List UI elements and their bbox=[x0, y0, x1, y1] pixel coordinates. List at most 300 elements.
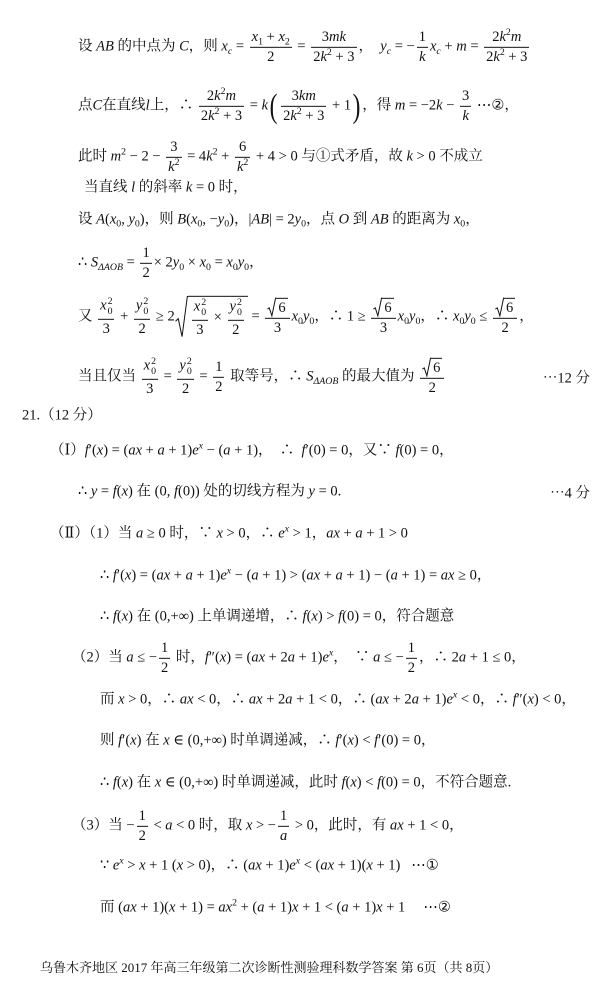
math-text: > 0，此时，有 bbox=[291, 817, 391, 834]
math-text: ∴ bbox=[78, 483, 91, 500]
radical-icon bbox=[175, 296, 188, 338]
math-variable: k bbox=[168, 158, 175, 175]
math-variable: k bbox=[462, 107, 469, 124]
math-variable: a bbox=[373, 649, 381, 666]
math-text: 3 bbox=[170, 138, 178, 155]
solution-line-08 bbox=[78, 357, 446, 397]
math-text: 1 bbox=[279, 807, 288, 824]
math-subscript: 0 bbox=[236, 307, 242, 319]
math-text: ，∴ bbox=[420, 308, 453, 325]
radical-icon bbox=[267, 298, 276, 317]
math-fraction bbox=[137, 808, 148, 844]
math-text: + 1) ⋯① bbox=[372, 857, 439, 874]
math-text: ∈ (0,+∞) 时单调递减，∴ bbox=[169, 732, 336, 749]
math-superscript: 2 bbox=[220, 85, 226, 97]
math-text: ) < bbox=[356, 774, 378, 791]
math-subscript: 0 bbox=[134, 218, 140, 230]
math-variable: AB bbox=[96, 38, 114, 55]
math-superscript: 2 bbox=[326, 46, 332, 58]
radical-stroke bbox=[175, 296, 187, 336]
math-variable: x bbox=[376, 899, 383, 916]
math-text: + 1) bbox=[264, 899, 293, 916]
math-variable: a bbox=[458, 649, 467, 666]
math-text: 时， bbox=[172, 649, 205, 666]
sub-superscript bbox=[143, 297, 148, 318]
math-variable: x bbox=[219, 649, 227, 666]
math-variable: x bbox=[190, 211, 198, 228]
math-text: ) 在 bbox=[128, 774, 155, 791]
math-text: = bbox=[159, 368, 176, 385]
math-subscript: 2 bbox=[284, 36, 290, 48]
square-root bbox=[267, 298, 287, 317]
math-variable: a bbox=[355, 525, 363, 542]
radical-sign bbox=[422, 358, 431, 377]
math-text: ) = ( bbox=[226, 649, 252, 666]
math-text: 3 bbox=[291, 87, 299, 104]
math-text: 2 bbox=[501, 319, 509, 336]
sub-superscript bbox=[108, 297, 113, 318]
math-text: < bbox=[149, 817, 166, 834]
radical-sign bbox=[373, 298, 382, 317]
math-variable: k bbox=[185, 179, 193, 196]
math-fraction bbox=[134, 297, 150, 337]
math-variable: f bbox=[395, 442, 400, 459]
math-fraction bbox=[420, 358, 444, 396]
solution-line-18 bbox=[100, 774, 511, 791]
math-variable: k bbox=[320, 48, 327, 65]
math-subscript: 0 bbox=[107, 306, 113, 318]
math-text: + 1)， ∴ bbox=[230, 442, 302, 459]
math-superscript: 2 bbox=[232, 897, 237, 909]
math-text: 2 bbox=[492, 28, 500, 45]
math-text: 2 bbox=[142, 264, 150, 281]
math-text: ≤ − bbox=[133, 649, 158, 666]
math-text: ( bbox=[116, 483, 122, 500]
solution-line-05 bbox=[78, 211, 480, 228]
math-text: = 0 时， bbox=[192, 179, 248, 196]
math-text: 到 bbox=[349, 211, 371, 228]
math-subscript: 0 bbox=[143, 306, 149, 318]
math-subscript: 0 bbox=[244, 261, 250, 273]
math-fraction bbox=[166, 139, 181, 175]
solution-line-04 bbox=[84, 179, 248, 196]
math-text: + 1 bbox=[328, 97, 352, 114]
math-variable: C bbox=[92, 97, 103, 114]
fraction-numerator bbox=[417, 29, 428, 48]
solution-line-01 bbox=[78, 26, 531, 65]
math-variable: k bbox=[236, 158, 244, 175]
math-text: ) = ( bbox=[131, 567, 157, 584]
math-text: < 0，∴ bbox=[457, 691, 513, 708]
math-text: ( bbox=[116, 608, 122, 625]
solution-line-16 bbox=[100, 691, 576, 708]
math-variable: f bbox=[341, 774, 346, 791]
math-variable: x bbox=[527, 691, 534, 708]
math-variable: y bbox=[308, 483, 315, 500]
math-text: ≥ 2 bbox=[152, 308, 175, 325]
math-variable: y bbox=[90, 483, 98, 500]
math-variable: a bbox=[285, 691, 293, 708]
math-variable: f bbox=[118, 732, 123, 749]
math-subscript: 0 bbox=[460, 218, 466, 230]
math-text: 1 bbox=[215, 358, 223, 375]
fraction-denominator bbox=[142, 380, 158, 398]
math-text: ′( bbox=[122, 732, 131, 749]
math-text: ) < 0， bbox=[533, 691, 576, 708]
math-variable: a bbox=[157, 442, 165, 459]
math-text: + 1)( bbox=[136, 899, 169, 916]
fraction-numerator bbox=[281, 88, 326, 107]
math-text: < ( bbox=[300, 857, 321, 874]
math-variable: y bbox=[237, 254, 245, 271]
math-variable: e bbox=[220, 567, 227, 584]
math-text: + 1) = bbox=[175, 899, 219, 916]
math-text: 3 bbox=[379, 319, 388, 336]
math-variable: AB bbox=[251, 211, 270, 228]
math-variable: x bbox=[221, 38, 228, 55]
math-text: − 2 − bbox=[126, 148, 165, 165]
math-variable: e bbox=[322, 649, 329, 666]
math-variable: x bbox=[193, 298, 201, 315]
math-subscript: 1 bbox=[258, 36, 263, 48]
math-text: + 1) bbox=[261, 857, 290, 874]
math-variable: l bbox=[131, 179, 136, 196]
math-text: 而 bbox=[100, 691, 119, 708]
math-variable: x bbox=[109, 211, 117, 228]
math-text: 6 bbox=[433, 359, 441, 376]
fraction-denominator bbox=[228, 321, 244, 339]
math-variable: k bbox=[499, 28, 506, 45]
math-fraction bbox=[142, 357, 158, 397]
math-fraction bbox=[311, 29, 356, 65]
math-text: + 4 > 0 与①式矛盾，故 bbox=[252, 148, 407, 165]
math-variable: m bbox=[110, 148, 122, 165]
math-fraction bbox=[278, 808, 289, 844]
big-parenthesis: ) bbox=[352, 87, 361, 125]
math-text: ′(0) = 0，又∵ bbox=[305, 442, 396, 459]
math-variable: e bbox=[192, 442, 199, 459]
solution-line-11 bbox=[78, 483, 341, 500]
math-subscript: 0 bbox=[301, 218, 307, 230]
math-subscript: 0 bbox=[206, 261, 211, 273]
math-text: ≥ 0 时，∵ bbox=[143, 525, 217, 542]
math-text: 在直线 bbox=[102, 97, 146, 114]
math-superscript: x bbox=[198, 440, 204, 452]
math-variable: k bbox=[436, 97, 443, 114]
math-text: + 1) bbox=[418, 691, 447, 708]
math-variable: ax bbox=[375, 691, 389, 708]
math-text: + 1 ( bbox=[145, 857, 177, 874]
math-variable: A bbox=[96, 211, 105, 228]
solution-line-07 bbox=[78, 296, 534, 338]
math-text: ∈ (0,+∞) 时单调递减，此时 bbox=[161, 774, 342, 791]
math-variable: a bbox=[341, 899, 349, 916]
math-variable: O bbox=[338, 211, 350, 228]
radicand bbox=[504, 298, 515, 317]
math-variable: x bbox=[226, 254, 233, 271]
math-text: （2）当 bbox=[72, 649, 127, 666]
math-superscript: 2 bbox=[151, 355, 156, 367]
math-superscript: 2 bbox=[214, 105, 220, 117]
solution-line-03 bbox=[78, 139, 483, 175]
math-text: ( bbox=[345, 774, 351, 791]
math-variable: f bbox=[112, 483, 117, 500]
math-variable: x bbox=[245, 817, 253, 834]
math-variable: ax bbox=[156, 567, 171, 584]
math-fraction bbox=[228, 298, 244, 338]
score-marker-4: ⋯4 分 bbox=[550, 485, 590, 502]
math-variable: a bbox=[126, 649, 134, 666]
math-variable: x bbox=[453, 211, 461, 228]
math-variable: f bbox=[301, 442, 306, 459]
math-variable: x bbox=[121, 774, 129, 791]
math-variable: x bbox=[130, 732, 137, 749]
fraction-numerator bbox=[177, 357, 193, 380]
fraction-numerator bbox=[213, 359, 224, 378]
math-text: + ( bbox=[236, 899, 258, 916]
fraction-denominator bbox=[235, 158, 250, 176]
fraction-denominator bbox=[213, 378, 224, 396]
math-text: ，得 bbox=[362, 97, 395, 114]
fraction-denominator bbox=[420, 379, 444, 397]
math-text: + 1) > ( bbox=[258, 567, 307, 584]
math-variable: B bbox=[177, 211, 187, 228]
math-fraction bbox=[265, 298, 289, 336]
math-text: = 0. bbox=[314, 483, 342, 500]
math-text: 3 bbox=[196, 321, 204, 338]
math-superscript: x bbox=[328, 647, 334, 659]
math-variable: y bbox=[380, 38, 387, 55]
math-subscript: 0 bbox=[298, 315, 303, 327]
math-text: + bbox=[170, 567, 186, 584]
math-text: + 3 bbox=[219, 107, 243, 124]
math-text: 2 bbox=[407, 659, 416, 676]
math-variable: x bbox=[96, 442, 104, 459]
math-fraction bbox=[417, 29, 428, 65]
math-superscript: 2 bbox=[236, 296, 242, 308]
math-text: + 2 bbox=[265, 649, 288, 666]
math-variable: e bbox=[289, 857, 296, 874]
math-variable: ax bbox=[128, 442, 142, 459]
math-text: 则 bbox=[100, 732, 119, 749]
math-text: = bbox=[232, 38, 248, 55]
math-text: = bbox=[247, 308, 264, 325]
solution-line-10 bbox=[50, 442, 454, 459]
math-variable: a bbox=[251, 567, 259, 584]
math-text: ， bbox=[249, 254, 264, 271]
fraction-numerator bbox=[278, 808, 289, 827]
radical-stroke bbox=[374, 298, 383, 316]
math-text: 设 bbox=[78, 38, 97, 55]
math-variable: ax bbox=[306, 567, 321, 584]
math-variable: x bbox=[121, 608, 129, 625]
fraction-numerator bbox=[142, 357, 158, 380]
math-text: + bbox=[320, 567, 336, 584]
math-superscript: 2 bbox=[296, 105, 302, 117]
math-text: + 1) bbox=[294, 649, 323, 666]
fraction-numerator bbox=[371, 298, 395, 319]
math-text: + 1) bbox=[164, 442, 193, 459]
solution-line-20 bbox=[100, 857, 439, 874]
math-text: > 0，∴ bbox=[124, 691, 180, 708]
math-text: ，则 bbox=[188, 38, 222, 55]
math-text: ， bbox=[465, 211, 480, 228]
radicand bbox=[276, 298, 287, 317]
math-subscript: c bbox=[386, 45, 392, 57]
math-text: ) = ( bbox=[103, 442, 129, 459]
math-variable: f bbox=[204, 649, 209, 666]
fraction-denominator bbox=[192, 321, 208, 339]
radical-sign bbox=[267, 298, 276, 317]
math-variable: k bbox=[290, 107, 297, 124]
math-text: + bbox=[263, 28, 279, 45]
math-variable: x bbox=[350, 774, 357, 791]
math-text: (0)) 处的切线方程为 bbox=[178, 483, 309, 500]
math-variable: l bbox=[145, 97, 150, 114]
math-text: + bbox=[339, 525, 356, 542]
math-text: ′( bbox=[339, 732, 348, 749]
square-root bbox=[373, 298, 393, 317]
math-text: （Ⅰ） bbox=[50, 442, 85, 459]
math-subscript: ΔAOB bbox=[313, 375, 339, 387]
radicand bbox=[431, 358, 442, 377]
math-text: 2 bbox=[215, 378, 223, 395]
math-text: ⋯②， bbox=[473, 97, 519, 114]
math-text: )，则 bbox=[139, 211, 178, 228]
math-text: （3）当 − bbox=[72, 817, 135, 834]
math-variable: f bbox=[173, 483, 178, 500]
math-text: 1 bbox=[138, 807, 146, 824]
math-text: 1 bbox=[161, 639, 169, 656]
math-variable: a bbox=[411, 691, 419, 708]
solution-line-06 bbox=[78, 245, 264, 281]
math-variable: x bbox=[139, 857, 146, 874]
math-superscript: 2 bbox=[505, 26, 511, 38]
math-variable: k bbox=[208, 107, 215, 124]
math-text: , − bbox=[202, 211, 218, 228]
radical-stroke bbox=[423, 358, 432, 376]
math-variable: f bbox=[112, 608, 117, 625]
math-superscript: 2 bbox=[107, 295, 113, 307]
math-variable: a bbox=[287, 649, 295, 666]
math-variable: k bbox=[214, 87, 221, 104]
math-variable: x bbox=[251, 28, 259, 45]
solution-line-12 bbox=[50, 525, 408, 542]
math-text: 的中点为 bbox=[113, 38, 180, 55]
fraction-numerator bbox=[98, 297, 114, 320]
math-text: + 1 ⋯② bbox=[382, 899, 451, 916]
math-text: 1 bbox=[407, 639, 416, 656]
math-variable: e bbox=[446, 691, 453, 708]
math-text: + 1) − ( bbox=[342, 567, 391, 584]
math-fraction bbox=[140, 245, 151, 281]
math-variable: a bbox=[257, 899, 265, 916]
math-text: 2 bbox=[161, 659, 169, 676]
math-subscript: 0 bbox=[415, 315, 421, 327]
radical-icon bbox=[373, 298, 382, 317]
fraction-denominator bbox=[177, 380, 193, 398]
solution-line-19 bbox=[72, 808, 464, 844]
math-variable: ax bbox=[218, 899, 233, 916]
math-text: + 1) = bbox=[397, 567, 441, 584]
math-text: > 0 不成立 bbox=[412, 148, 483, 165]
radical-icon bbox=[495, 298, 504, 317]
math-variable: a bbox=[390, 567, 398, 584]
math-text: ∵ bbox=[100, 857, 113, 874]
solution-line-21 bbox=[100, 899, 451, 916]
math-text: 21.（12 分） bbox=[22, 407, 102, 424]
math-text: 此时 bbox=[78, 148, 111, 165]
radicand bbox=[382, 298, 393, 317]
math-text: ′( bbox=[88, 442, 97, 459]
math-text: 当直线 bbox=[84, 179, 132, 196]
math-variable: ax bbox=[320, 857, 335, 874]
math-variable: f bbox=[512, 691, 517, 708]
math-variable: e bbox=[112, 857, 120, 874]
math-variable: m bbox=[510, 28, 522, 45]
fraction-numerator bbox=[235, 139, 250, 158]
math-text: + 1) bbox=[192, 567, 221, 584]
math-variable: ax bbox=[326, 525, 340, 542]
math-text: ′(0) = 0， bbox=[378, 732, 436, 749]
math-variable: km bbox=[298, 87, 316, 104]
math-superscript: x bbox=[119, 855, 124, 867]
math-text: 1 bbox=[142, 244, 150, 261]
fraction-numerator bbox=[192, 298, 208, 321]
math-fraction bbox=[406, 640, 417, 676]
math-variable: x bbox=[100, 297, 107, 314]
math-text: > − bbox=[252, 817, 276, 834]
math-text: 点 bbox=[78, 97, 93, 114]
math-superscript: 2 bbox=[143, 295, 149, 307]
math-variable: x bbox=[429, 38, 437, 55]
solution-line-14 bbox=[100, 608, 454, 625]
math-text: (0) = 0，不符合题意. bbox=[381, 774, 512, 791]
math-superscript: x bbox=[452, 689, 458, 701]
math-variable: ax bbox=[251, 649, 266, 666]
math-fraction bbox=[250, 29, 292, 65]
solution-line-02 bbox=[78, 85, 519, 125]
math-text: ) 在 bbox=[136, 732, 164, 749]
math-subscript: 0 bbox=[232, 261, 238, 273]
math-text: ( bbox=[306, 608, 312, 625]
math-fraction bbox=[98, 297, 114, 337]
math-variable: ax bbox=[179, 691, 194, 708]
math-subscript: 0 bbox=[459, 315, 465, 327]
score-marker-12: ⋯12 分 bbox=[542, 370, 590, 387]
fraction-numerator bbox=[140, 245, 151, 264]
math-variable: a bbox=[335, 567, 343, 584]
math-text: = bbox=[97, 483, 113, 500]
math-fraction bbox=[159, 640, 170, 676]
fraction-denominator bbox=[166, 158, 181, 176]
math-variable: f bbox=[335, 732, 340, 749]
math-subscript: 0 bbox=[116, 218, 122, 230]
math-variable: y bbox=[464, 308, 471, 325]
math-variable: x bbox=[453, 308, 460, 325]
solution-line-15 bbox=[72, 640, 526, 676]
math-subscript: ΔAOB bbox=[98, 261, 124, 273]
radical-stroke bbox=[268, 298, 277, 316]
page-footer: 乌鲁木齐地区 2017 年高三年级第二次诊断性测验理科数学答案 第 6页（共 8页） bbox=[40, 960, 499, 976]
math-superscript: 2 bbox=[201, 296, 207, 308]
math-subscript: 0 bbox=[309, 315, 315, 327]
math-variable: f bbox=[338, 608, 343, 625]
math-superscript: 2 bbox=[174, 156, 180, 168]
math-text: = bbox=[210, 254, 227, 271]
math-variable: x bbox=[176, 857, 184, 874]
math-subscript: c bbox=[227, 45, 233, 57]
